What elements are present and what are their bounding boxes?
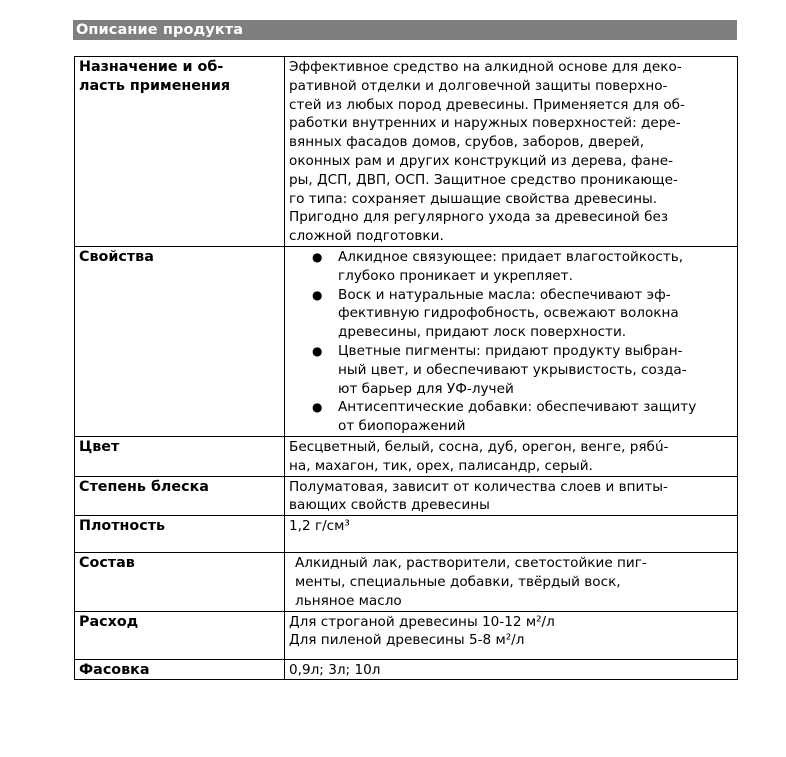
product-spec-table <box>74 56 738 680</box>
value-density: 1,2 г/см³ <box>285 516 738 553</box>
text-line: Для строганой древесины 10-12 м²/л <box>289 613 555 630</box>
row-color <box>75 436 738 476</box>
text-line: стей из любых пород древесины. Применяется для об- <box>289 96 685 113</box>
text-line: ры, ДСП, ДВП, ОСП. Защитное средство проникающе- <box>289 171 678 188</box>
text-line: от биопоражений <box>338 418 466 435</box>
list-item <box>309 248 733 286</box>
value-color <box>285 436 738 476</box>
label-purpose <box>75 57 285 247</box>
text-line: вянных фасадов домов, срубов, заборов, дверей, <box>289 134 645 151</box>
text-line: Пригодно для регулярного ухода за древесиной без <box>289 209 669 226</box>
text-line: Для пиленой древесины 5-8 м²/л <box>289 632 525 649</box>
text-line: работки внутренних и наружных поверхностей: дере- <box>289 115 681 132</box>
label-properties: Свойства <box>75 247 285 437</box>
row-properties <box>75 247 738 437</box>
label-composition: Состав <box>75 553 285 611</box>
section-header: Описание продукта <box>73 20 737 40</box>
list-item <box>309 398 733 436</box>
row-density <box>75 516 738 553</box>
label-color: Цвет <box>75 436 285 476</box>
text-line: Алкидный лак, растворители, светостойкие пиг- <box>295 555 647 572</box>
text-line: на, махагон, тик, орех, палисандр, серый. <box>289 457 593 474</box>
row-composition <box>75 553 738 611</box>
label-packaging: Фасовка <box>75 659 285 680</box>
value-packaging: 0,9л; 3л; 10л <box>285 659 738 680</box>
text-line: сложной подготовки. <box>289 228 444 245</box>
text-line: вающих свойств древесины <box>289 497 490 514</box>
row-packaging <box>75 659 738 680</box>
text-line: Антисептические добавки: обеспечивают защиту <box>338 399 697 416</box>
row-purpose <box>75 57 738 247</box>
value-purpose <box>285 57 738 247</box>
text-line: ют барьер для УФ-лучей <box>338 380 514 397</box>
value-composition <box>285 553 738 611</box>
label-line: ласть применения <box>79 77 231 94</box>
value-consumption <box>285 611 738 659</box>
label-line: Назначение и об- <box>79 59 224 75</box>
text-line: древесины, придают лоск поверхности. <box>338 324 627 341</box>
text-line: оконных рам и других конструкций из дерева, фане- <box>289 152 673 169</box>
label-consumption: Расход <box>75 611 285 659</box>
text-line: Воск и натуральные масла: обеспечивают эф- <box>338 286 671 303</box>
label-gloss: Степень блеска <box>75 476 285 516</box>
list-item <box>309 286 733 342</box>
text-line: Эффективное средство на алкидной основе для деко- <box>289 59 682 75</box>
bullet-icon: ● <box>312 287 323 302</box>
properties-list <box>289 248 733 436</box>
text-line: менты, специальные добавки, твёрдый воск, <box>295 573 621 590</box>
text-line: ный цвет, и обеспечивают укрывистость, созда- <box>338 361 687 378</box>
bullet-icon: ● <box>312 400 323 415</box>
text-line: фективную гидрофобность, освежают волокна <box>338 305 679 322</box>
value-properties <box>285 247 738 437</box>
text-line: глубоко проникает и укрепляет. <box>338 267 573 284</box>
label-density: Плотность <box>75 516 285 553</box>
text-line: Цветные пигменты: придают продукту выбран- <box>338 342 683 359</box>
list-item <box>309 342 733 398</box>
bullet-icon: ● <box>312 250 323 264</box>
value-gloss <box>285 476 738 516</box>
bullet-icon: ● <box>312 343 323 358</box>
text-line: Бесцветный, белый, сосна, дуб, орегон, венге, рябú- <box>289 438 669 455</box>
text-line: го типа: сохраняет дышащие свойства древесины. <box>289 190 658 207</box>
text-line: Полуматовая, зависит от количества слоев и впиты- <box>289 478 668 495</box>
text-line: ративной отделки и долговечной защиты поверхно- <box>289 77 668 94</box>
row-consumption <box>75 611 738 659</box>
text-line: Алкидное связующее: придает влагостойкость, <box>338 249 684 265</box>
row-gloss <box>75 476 738 516</box>
text-line: льняное масло <box>295 592 402 609</box>
